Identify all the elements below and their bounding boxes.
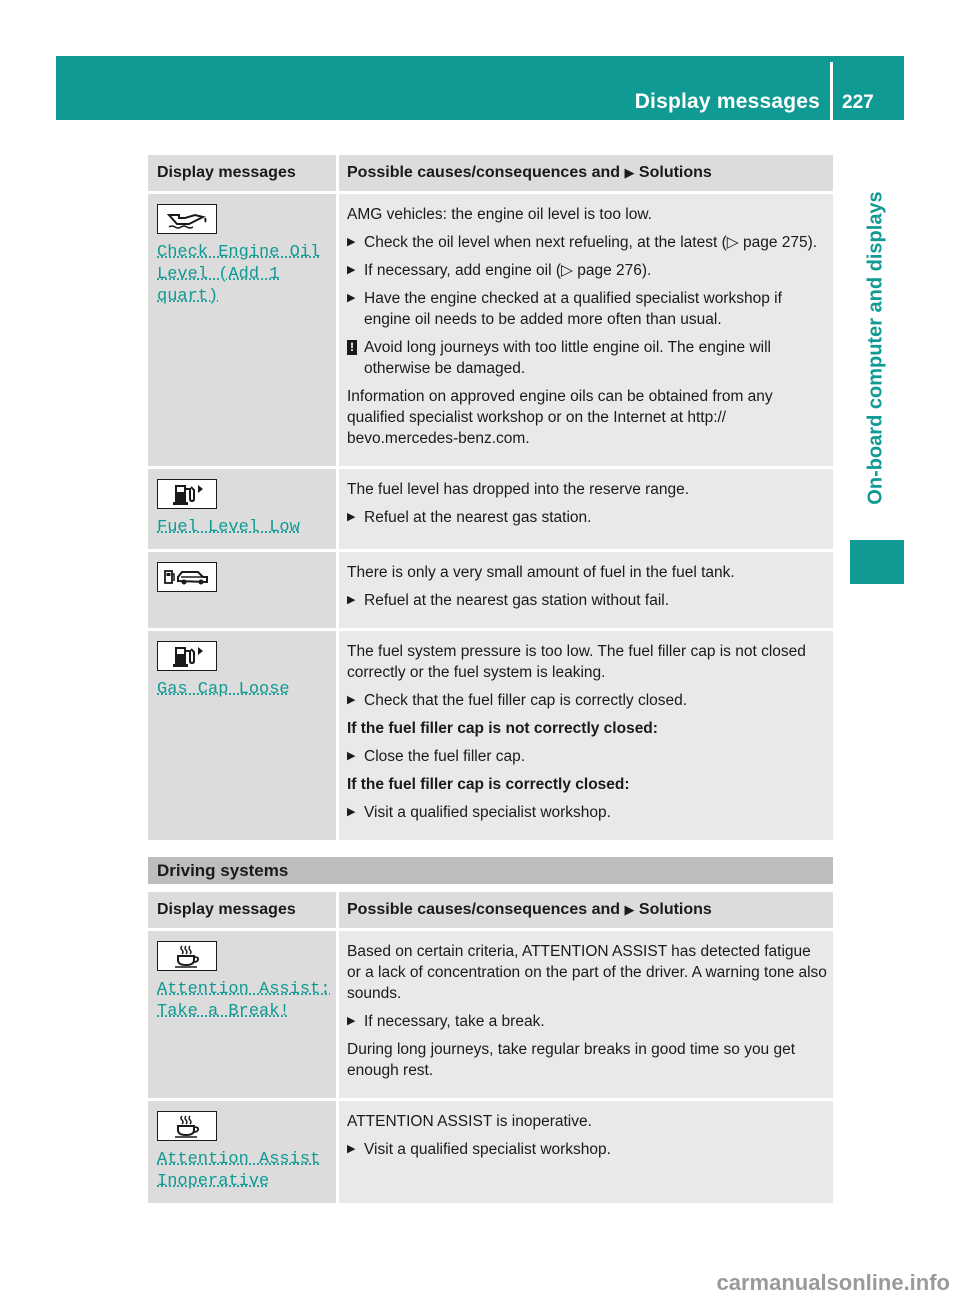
watermark: carmanualsonline.info (716, 1270, 950, 1295)
solution-step: ▶ Close the fuel filler cap. (347, 746, 827, 767)
column-header-solutions-text: Solutions (638, 164, 712, 181)
cause-text: The fuel system pressure is too low. The fuel filler cap is not closed correctly or the fuel system is leaking. (347, 643, 806, 681)
display-message-cell (148, 466, 339, 549)
display-message-cell (148, 1098, 339, 1203)
display-message-text: Attention Assist Inoperative (157, 1150, 321, 1191)
display-message-text: Fuel Level Low (157, 518, 300, 537)
table-row (148, 549, 833, 628)
coffee-cup-icon (157, 1111, 217, 1141)
display-messages-table (148, 155, 833, 840)
display-message-cell (148, 928, 339, 1098)
table-row (148, 191, 833, 466)
warning-icon: ! (347, 340, 357, 355)
cause-text: The fuel level has dropped into the reserve range. (347, 481, 690, 498)
page-number: 227 (842, 92, 874, 113)
header-divider (830, 62, 833, 120)
fuel-pump-icon (157, 479, 217, 509)
display-message-text: Attention Assist: Take a Break! (157, 980, 331, 1021)
cause-solution-cell (339, 191, 833, 466)
solution-step: ▶ If necessary, add engine oil (▷ page 276). (347, 260, 827, 281)
driving-systems-table (148, 892, 833, 1203)
table-body (148, 191, 833, 840)
side-tab-label: On-board computer and displays (864, 191, 887, 505)
cause-solution-cell (339, 628, 833, 840)
column-header-display-messages: Display messages (148, 155, 339, 191)
cause-solution-cell (339, 466, 833, 549)
warning-note (347, 337, 827, 379)
car-fuel-icon (157, 562, 217, 592)
solution-step: ▶ Refuel at the nearest gas station. (347, 507, 827, 528)
warning-text: Avoid long journeys with too little engine oil. The engine will otherwise be damaged. (364, 339, 771, 377)
cause-text: ATTENTION ASSIST is inoperative. (347, 1113, 592, 1130)
solution-step: ▶ Have the engine checked at a qualified specialist workshop if engine oil needs to be added more often than usual. (347, 288, 827, 330)
side-tab-marker (850, 540, 904, 584)
column-header-solutions-text: Solutions (638, 901, 712, 918)
cause-solution-cell (339, 928, 833, 1098)
solution-step: ▶ Visit a qualified specialist workshop. (347, 1139, 827, 1160)
cause-text: During long journeys, take regular breaks in good time so you get enough rest. (347, 1041, 796, 1079)
table-row (148, 928, 833, 1098)
table-row (148, 1098, 833, 1203)
solution-step: ▶ Visit a qualified specialist workshop. (347, 802, 827, 823)
cause-text: Based on certain criteria, ATTENTION ASSIST has detected fatigue or a lack of concentration on the part of the driver. A warning tone also sounds. (347, 943, 827, 1002)
solution-step: ▶ Refuel at the nearest gas station without fail. (347, 590, 827, 611)
cause-text: Information on approved engine oils can be obtained from any qualified specialist workshop or on the Internet at http:// bevo.mercedes-benz.com. (347, 388, 773, 447)
cause-solution-cell (339, 1098, 833, 1203)
coffee-cup-icon (157, 941, 217, 971)
display-message-cell (148, 191, 339, 466)
solution-arrow-icon: ▶ (624, 165, 635, 180)
solution-arrow-icon: ▶ (624, 902, 635, 917)
solution-step: ▶ Check the oil level when next refueling, at the latest (▷ page 275). (347, 232, 827, 253)
solution-step: ▶ Check that the fuel filler cap is correctly closed. (347, 690, 827, 711)
condition-heading: If the fuel filler cap is not correctly closed: (347, 720, 658, 737)
section-title: Driving systems (157, 861, 289, 880)
fuel-pump-icon (157, 641, 217, 671)
column-header-causes (339, 155, 833, 191)
display-message-text: Gas Cap Loose (157, 680, 290, 699)
table-row (148, 628, 833, 840)
display-message-text: Check Engine Oil Level (Add 1 quart) (157, 243, 321, 306)
oil-can-icon (157, 204, 217, 234)
column-header-causes-text: Possible causes/consequences and (347, 901, 621, 918)
display-message-cell (148, 628, 339, 840)
cause-solution-cell (339, 549, 833, 628)
table-row (148, 466, 833, 549)
condition-heading: If the fuel filler cap is correctly closed: (347, 776, 630, 793)
column-header-display-messages: Display messages (148, 892, 339, 928)
page-title: Display messages (634, 90, 820, 113)
column-header-causes-text: Possible causes/consequences and (347, 164, 621, 181)
column-header-causes (339, 892, 833, 928)
solution-step: ▶ If necessary, take a break. (347, 1011, 827, 1032)
cause-text: There is only a very small amount of fuel in the fuel tank. (347, 564, 735, 581)
display-message-cell (148, 549, 339, 628)
cause-text: AMG vehicles: the engine oil level is too low. (347, 206, 652, 223)
table-body (148, 928, 833, 1203)
